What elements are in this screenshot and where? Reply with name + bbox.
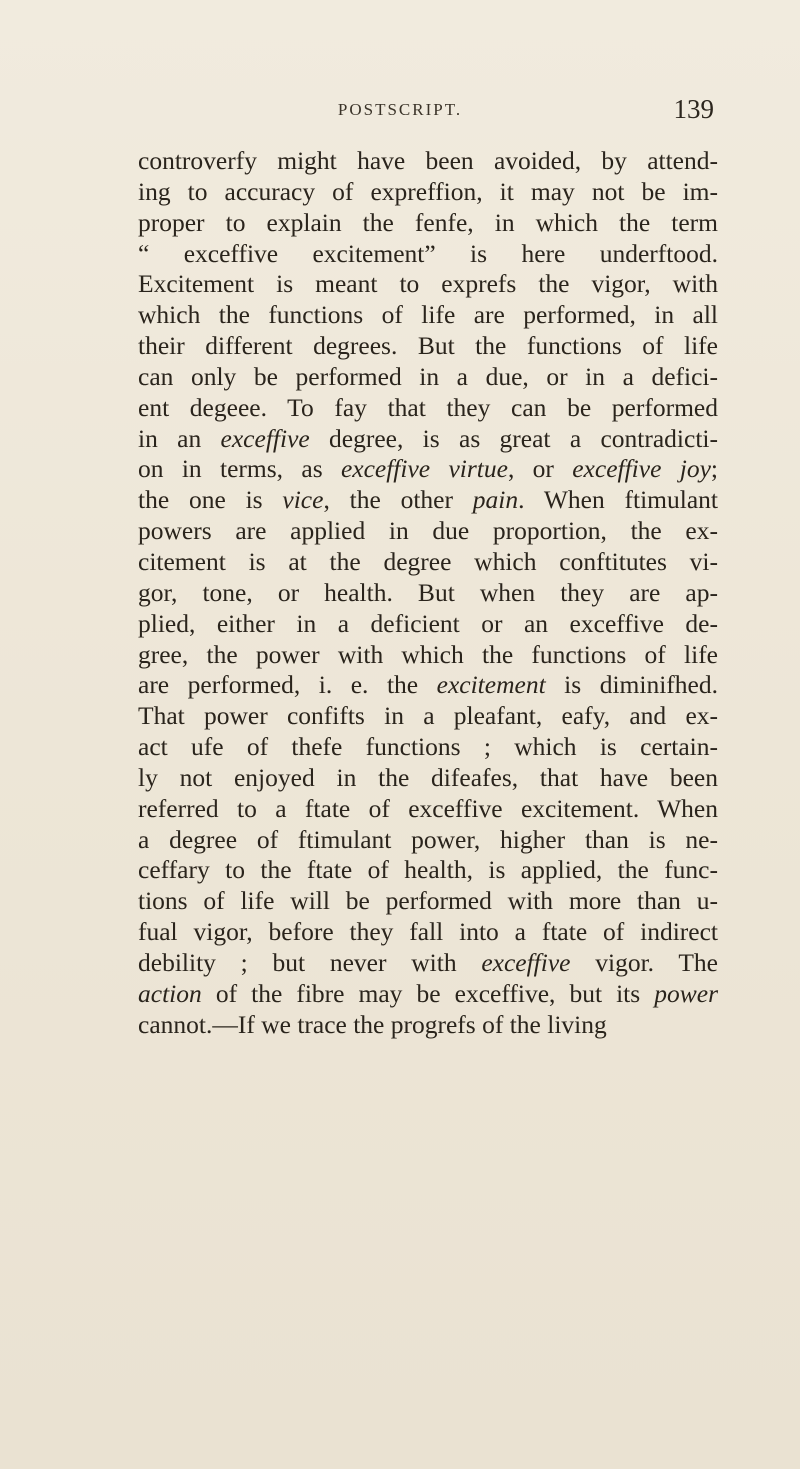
italic-text: pain [472,485,519,515]
text-run: “ exceffive excitement” is here underftood. [138,238,718,268]
text-run: debility ; but never with [138,947,482,977]
text-run: That power confifts in a pleafant, eafy, and ex- [138,701,718,731]
text-run: ent degeee. To fay that they can be performed [138,392,718,422]
text-line [138,1010,718,1041]
running-title: POSTSCRIPT. [337,100,463,119]
text-run: degree, is as great a contradicti- [309,423,718,453]
text-run: vigor. The [570,947,718,977]
text-line [138,300,718,331]
text-run: cannot.—If we trace the progrefs of the living [138,1009,607,1039]
text-line [138,454,718,485]
text-run: plied, either in a deficient or an exceffive de- [138,608,718,638]
text-line [138,701,718,732]
text-run: is diminifhed. [545,670,718,700]
text-line [138,547,718,578]
text-run: Excitement is meant to exprefs the vigor, with [138,269,718,299]
text-line [138,948,718,979]
italic-text: vice [282,485,324,515]
text-line [138,763,718,794]
italic-text: exceffive joy [572,454,711,484]
text-run: ly not enjoyed in the difeafes, that have been [138,762,718,792]
text-line [138,177,718,208]
text-run: ; [710,454,718,484]
text-run: gree, the power with which the functions of life [138,639,718,669]
text-line [138,825,718,856]
text-run: can only be performed in a due, or in a defici- [138,361,718,391]
text-line [138,208,718,239]
text-run: citement is at the degree which conftitutes vi- [138,546,718,576]
text-run: their different degrees. But the functions of life [138,331,718,361]
text-line [138,146,718,177]
running-head [0,92,800,132]
text-line [138,393,718,424]
italic-text: exceffive virtue [340,454,508,484]
text-run: on in terms, as [138,454,341,484]
text-run: , the other [323,485,473,515]
text-line [138,331,718,362]
text-line [138,886,718,917]
text-run: ing to accuracy of expreffion, it may not be im- [138,176,718,206]
text-line [138,794,718,825]
text-run: tions of life will be performed with more than u- [138,886,718,916]
body-text [138,146,718,1040]
text-run: of the fibre may be exceffive, but its [201,978,655,1008]
text-line [138,362,718,393]
text-run: fual vigor, before they fall into a ftate of indirect [138,917,718,947]
italic-text: excitement [436,670,546,700]
text-run: act ufe of thefe functions ; which is certain- [138,732,718,762]
italic-text: exceffive [481,947,571,977]
italic-text: power [654,978,718,1008]
text-line [138,670,718,701]
text-line [138,578,718,609]
text-run: are performed, i. e. the [138,670,437,700]
text-run: referred to a ftate of exceffive excitement. When [138,793,718,823]
text-run: powers are applied in due proportion, the ex- [138,516,718,546]
text-run: in an [138,423,221,453]
text-line [138,855,718,886]
text-line [138,516,718,547]
text-run: , or [507,454,573,484]
text-run: a degree of ftimulant power, higher than is ne- [138,824,718,854]
italic-text: action [138,978,202,1008]
text-line [138,917,718,948]
page-number: 139 [673,94,714,124]
text-line [138,979,718,1010]
text-line [138,269,718,300]
text-run: controverfy might have been avoided, by attend- [138,146,718,175]
text-line [138,485,718,516]
text-run: which the functions of life are performed, in all [138,300,718,330]
text-run: the one is [138,485,283,515]
text-line [138,732,718,763]
text-run: proper to explain the fenfe, in which the term [138,207,718,237]
text-line [138,239,718,270]
text-run: . When ftimulant [518,485,718,515]
text-run: gor, tone, or health. But when they are ap- [138,577,718,607]
italic-text: exceffive [220,423,310,453]
text-line [138,424,718,455]
text-line [138,609,718,640]
text-line [138,640,718,671]
text-run: ceffary to the ftate of health, is applied, the func- [138,855,718,885]
